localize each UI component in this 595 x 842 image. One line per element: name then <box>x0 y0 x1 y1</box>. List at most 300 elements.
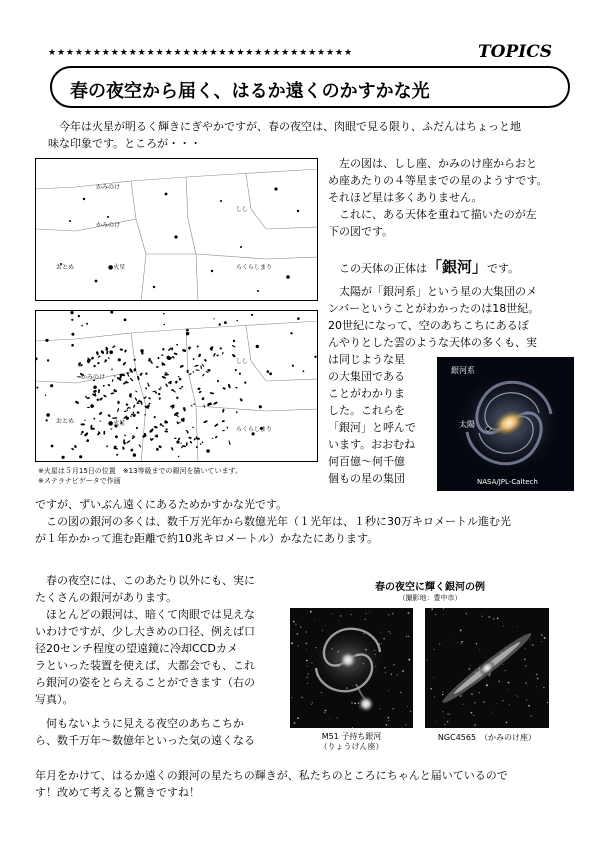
galaxy-symbol <box>297 317 300 320</box>
text-line: が１年かかって進む距離で約10兆キロメートル）かなたにあります。 <box>35 532 379 545</box>
background-star <box>479 692 480 693</box>
background-star <box>306 649 307 650</box>
galaxy-symbol <box>251 314 253 316</box>
background-star <box>408 659 410 661</box>
background-star <box>393 664 394 665</box>
galaxy-symbol <box>36 387 38 389</box>
galaxy-symbol <box>46 419 48 421</box>
galaxy-symbol <box>156 366 159 368</box>
background-star <box>509 704 510 705</box>
galaxy-symbol <box>234 369 237 372</box>
background-star <box>450 714 451 715</box>
background-star <box>442 694 443 695</box>
galaxy-symbol <box>256 345 259 348</box>
middle-paragraph <box>35 496 575 547</box>
galaxy-symbol <box>97 362 100 365</box>
galaxy-symbol <box>50 384 53 387</box>
galaxy-symbol <box>138 444 141 448</box>
galaxy-symbol <box>145 372 148 375</box>
background-star <box>405 724 406 725</box>
background-star <box>462 695 463 696</box>
galaxy-symbol <box>267 370 270 373</box>
galaxy-symbol <box>93 386 96 389</box>
galaxy-symbol <box>103 431 105 435</box>
galaxy-symbol <box>231 345 235 348</box>
galaxy-symbol <box>202 363 205 367</box>
background-star <box>463 704 464 705</box>
caption-line: （りょうけん座） <box>319 742 384 751</box>
galaxy-symbol <box>188 436 192 439</box>
galaxy-symbol <box>239 373 241 375</box>
galaxy-symbol <box>126 417 129 420</box>
galaxy-symbol <box>163 313 165 315</box>
galaxy-symbol <box>292 365 294 367</box>
galaxy-symbol <box>134 397 137 401</box>
galaxy-symbol <box>181 447 183 449</box>
galaxy-symbol <box>45 395 46 396</box>
background-star <box>531 715 532 716</box>
background-star <box>536 686 537 687</box>
background-star <box>337 717 338 718</box>
map-label-kurashi: らくらしまり <box>236 264 273 271</box>
galaxy-symbol <box>235 387 237 389</box>
background-star <box>434 649 435 650</box>
galaxy-symbol <box>124 318 127 321</box>
background-star <box>457 642 458 643</box>
background-star <box>471 665 472 666</box>
background-star <box>488 616 490 618</box>
galaxy-symbol <box>153 416 156 419</box>
galaxy-symbol <box>99 420 101 422</box>
text-line: います。おおむね <box>328 438 416 451</box>
galaxy-symbol <box>36 357 38 360</box>
galaxy-symbol <box>103 394 107 397</box>
background-star <box>443 608 444 609</box>
galaxy-symbol <box>213 353 216 357</box>
lower-left-text <box>35 572 285 749</box>
background-star <box>406 636 407 637</box>
galaxy-symbol <box>124 411 127 413</box>
galaxy-symbol <box>174 438 177 440</box>
background-star <box>503 625 504 626</box>
galaxy-symbol <box>74 445 77 449</box>
galaxy-symbol <box>144 414 146 416</box>
galaxy-symbol <box>206 449 210 453</box>
galaxy-symbol <box>197 346 199 348</box>
text-line: これに、ある天体を重ねて描いたのが左 <box>339 208 537 221</box>
intro-paragraph <box>48 118 568 152</box>
galaxy-symbol <box>177 437 180 440</box>
galaxy-symbol <box>167 356 170 358</box>
galaxy-symbol <box>244 382 246 384</box>
background-star <box>301 697 303 699</box>
background-star <box>543 687 544 688</box>
galaxy-symbol <box>133 453 136 456</box>
galaxy-symbol <box>158 397 161 400</box>
galaxy-symbol <box>210 392 215 395</box>
galaxy-symbol <box>136 402 139 404</box>
background-star <box>291 642 293 644</box>
text-line: ですが、ずいぶん遠くにあるためかすかな光です。 <box>35 498 288 511</box>
galaxy-symbol <box>90 428 95 430</box>
background-star <box>447 714 448 715</box>
text-line: 春の夜空には、このあたり以外にも、実に <box>46 574 255 587</box>
background-star <box>524 659 526 661</box>
background-star <box>379 708 380 709</box>
galaxy-symbol <box>111 368 113 370</box>
galaxy-symbol <box>183 407 187 412</box>
galaxy-symbol <box>112 379 114 382</box>
galaxy-symbol <box>186 329 189 332</box>
background-star <box>297 717 299 719</box>
right-column-text-2 <box>328 283 573 351</box>
galaxy-symbol <box>109 350 113 354</box>
galaxy-symbol <box>148 402 151 405</box>
background-star <box>506 722 508 724</box>
text-line: ほとんどの銀河は、暗くて肉眼では見えな <box>46 608 255 621</box>
galaxy-symbol <box>224 321 227 324</box>
map-note-line: ※火星は５月15日の位置 ※13等級までの銀河を描いています。 <box>38 467 242 475</box>
milky-way-image <box>437 357 574 491</box>
background-star <box>482 616 483 617</box>
text-fragment: です。 <box>487 262 520 275</box>
topics-heading: TOPICS <box>478 42 553 62</box>
galaxy-symbol <box>79 455 82 458</box>
galaxy-symbol <box>202 373 205 376</box>
galaxy-symbol <box>99 411 103 415</box>
background-star <box>391 674 392 675</box>
background-star <box>503 664 504 665</box>
emphasis-ginga: 「銀河」 <box>427 258 488 276</box>
galaxy-symbol <box>93 365 96 368</box>
background-star <box>460 695 462 697</box>
galaxy-symbol <box>222 352 224 355</box>
galaxy-symbol <box>193 438 196 441</box>
map-label-mars: ●火星 <box>108 420 126 427</box>
galaxy-symbol <box>126 403 129 405</box>
galaxy-symbol <box>98 355 101 358</box>
ngc4565-svg <box>425 608 549 728</box>
background-star <box>461 643 462 644</box>
galaxy-symbol <box>112 417 115 419</box>
background-star <box>390 633 391 634</box>
background-star <box>476 643 477 644</box>
galaxy-symbol <box>135 390 138 392</box>
background-star <box>443 614 444 615</box>
galaxy-symbol <box>155 391 157 394</box>
image-credit: NASA/JPL-Caltech <box>477 478 538 486</box>
galaxy-symbol <box>148 397 151 400</box>
galaxy-symbol <box>176 397 178 399</box>
text-line: 個もの星の集団 <box>328 472 405 485</box>
background-star <box>306 643 308 645</box>
galaxy-symbol <box>87 407 90 408</box>
background-star <box>386 724 388 726</box>
background-star <box>322 630 323 631</box>
galaxy-symbol <box>71 447 75 450</box>
galaxy-symbol <box>161 376 166 380</box>
galaxy-symbol <box>204 359 207 363</box>
galaxy-symbol <box>222 420 225 423</box>
background-star <box>488 675 490 677</box>
star-map-top <box>35 158 318 301</box>
background-star <box>402 670 404 672</box>
background-star <box>427 659 428 660</box>
background-star <box>297 633 299 635</box>
background-star <box>293 621 295 623</box>
galaxy-symbol <box>176 344 178 346</box>
text-line: ラといった装置を使えば、大都会でも、これ <box>35 659 255 672</box>
background-star <box>516 695 517 696</box>
background-star <box>321 692 322 693</box>
galaxy-symbol <box>190 405 192 407</box>
galaxy-symbol <box>192 426 194 428</box>
galaxy-symbol <box>84 420 85 421</box>
galaxy-symbol <box>181 386 184 388</box>
text-line: 何百億～何千億 <box>328 455 405 468</box>
background-star <box>447 721 449 723</box>
galaxy-symbol <box>145 387 147 389</box>
background-star <box>526 700 527 701</box>
background-star <box>444 724 445 725</box>
galaxy-symbol <box>126 440 130 444</box>
right-column-text <box>328 155 573 240</box>
galaxy-symbol <box>71 333 74 336</box>
galaxy-symbol <box>114 376 115 377</box>
text-line: 径20センチ程度の望遠鏡に冷却CCDカメ <box>35 642 238 655</box>
galaxy-symbol <box>136 427 138 430</box>
page-title: 春の夜空から届く、はるか遠くのかすかな光 <box>70 81 430 102</box>
background-star <box>393 708 394 709</box>
galaxy-symbol <box>171 356 174 359</box>
galaxy-symbol <box>107 414 111 418</box>
galaxy-symbol <box>93 418 95 420</box>
text-line: ンバーということがわかったのは18世紀。 <box>328 302 540 315</box>
galaxy-symbol <box>134 359 136 361</box>
map-note-line: ※ステラナビゲータで作画 <box>38 477 121 485</box>
galaxy-symbol <box>290 332 292 334</box>
galaxy-symbol <box>120 348 124 351</box>
galaxy-symbol <box>179 378 182 381</box>
galaxy-symbol <box>116 454 118 456</box>
text-line: ことがわかりま <box>328 387 405 400</box>
text-line: ら銀河の姿をとらえることができます（右の <box>35 676 255 689</box>
galaxy-symbol <box>136 411 139 414</box>
galaxy-symbol <box>186 332 189 335</box>
galaxy-symbol <box>178 376 180 378</box>
background-star <box>474 724 476 726</box>
galaxy-symbol <box>186 442 188 446</box>
galaxy-symbol <box>85 396 87 398</box>
background-star <box>300 626 301 627</box>
background-star <box>479 649 480 650</box>
background-star <box>434 696 435 697</box>
text-line: した。これらを <box>328 404 405 417</box>
background-star <box>410 711 411 712</box>
galaxy-symbol <box>158 393 160 395</box>
background-star <box>461 641 463 643</box>
galaxy-symbol <box>71 319 73 321</box>
galaxy-symbol <box>124 434 126 436</box>
map-label-mars: ●火星 <box>108 264 126 271</box>
background-star <box>366 613 367 614</box>
galaxy-symbol <box>203 420 208 424</box>
star-map-top-svg <box>36 159 318 301</box>
background-star <box>365 619 366 620</box>
galaxy-symbol <box>176 440 179 443</box>
text-line: 何もないように見える夜空のあちこちか <box>46 717 244 730</box>
background-star <box>541 641 542 642</box>
galaxy-symbol <box>182 349 187 353</box>
background-star <box>369 611 370 612</box>
map-label-kaminoke: かみのけ <box>96 184 121 191</box>
background-star <box>493 618 494 619</box>
right-column-text-3 <box>328 351 428 487</box>
galaxy-symbol <box>226 426 228 429</box>
background-star <box>383 638 385 640</box>
galaxy-symbol <box>237 320 238 321</box>
galaxy-symbol <box>45 339 48 342</box>
galaxy-symbol <box>128 393 132 398</box>
galaxy-symbol <box>98 389 100 393</box>
galaxy-symbol <box>71 344 74 347</box>
map-notes <box>38 466 328 486</box>
m51-svg <box>290 608 413 728</box>
map-label-kaminoke: かみのけ <box>81 374 106 381</box>
galaxy-symbol <box>171 447 174 451</box>
text-line: それほど星は多くありません。 <box>328 191 483 204</box>
background-star <box>541 634 543 636</box>
galaxy-symbol <box>137 376 140 381</box>
background-star <box>306 631 307 632</box>
intro-line: 味な印象です。ところが・・・ <box>48 137 202 150</box>
caption-line: M51 子持ち銀河 <box>321 732 382 741</box>
galaxy-symbol <box>207 369 210 372</box>
galaxy-symbol <box>193 358 195 360</box>
background-star <box>497 618 499 620</box>
galaxy-symbol <box>201 397 205 401</box>
galaxy-symbol <box>207 404 209 406</box>
background-star <box>517 626 518 627</box>
background-star <box>324 712 325 713</box>
background-star <box>388 690 389 691</box>
galaxy-symbol <box>100 350 104 355</box>
text-line: は同じような星 <box>328 353 405 366</box>
background-star <box>306 660 308 662</box>
background-star <box>505 670 506 671</box>
text-line: 「銀河」と呼んで <box>328 421 416 434</box>
galaxy-symbol <box>163 324 165 326</box>
m51-caption <box>290 732 413 752</box>
background-star <box>436 721 437 722</box>
background-star <box>340 615 342 617</box>
galaxy-symbol <box>192 371 194 374</box>
galaxy-symbol <box>165 428 168 430</box>
background-star <box>298 645 299 646</box>
galaxy-symbol <box>198 353 201 357</box>
background-star <box>547 702 548 703</box>
text-line: たくさんの銀河があります。 <box>35 591 178 604</box>
background-star <box>431 608 433 610</box>
galaxy-symbol <box>92 393 97 397</box>
background-star <box>408 636 409 637</box>
background-star <box>354 703 356 705</box>
text-fragment: この天体の正体は <box>339 262 427 275</box>
background-star <box>330 718 331 719</box>
background-star <box>508 689 509 690</box>
background-star <box>325 625 326 626</box>
text-line: 20世紀になって、空のあちこちにあるぼ <box>328 319 529 332</box>
background-star <box>307 677 308 678</box>
background-star <box>469 668 471 670</box>
galaxy-symbol <box>303 370 305 372</box>
galaxy-symbol <box>115 435 118 438</box>
background-star <box>526 682 527 683</box>
galaxy-symbol <box>133 412 135 414</box>
ngc4565-caption: NGC4565 （かみのけ座） <box>437 733 537 742</box>
galaxy-symbol <box>130 448 133 452</box>
background-star <box>536 674 538 676</box>
background-star <box>443 711 444 712</box>
galaxy-symbol <box>197 387 200 390</box>
background-star <box>431 688 432 689</box>
background-star <box>434 677 435 678</box>
galaxy-symbol <box>178 456 180 458</box>
galaxy-symbol <box>219 323 221 325</box>
background-star <box>532 644 534 646</box>
map-label-shishi: しし <box>236 358 249 365</box>
text-line: 太陽が「銀河系」という星の大集団のメ <box>339 285 537 298</box>
background-star <box>291 697 292 698</box>
background-star <box>508 682 510 684</box>
galaxy-symbol <box>51 445 54 448</box>
galaxy-symbol <box>179 365 184 369</box>
galaxy-symbol <box>164 374 169 376</box>
background-star <box>493 686 494 687</box>
galaxy-symbol <box>198 390 202 393</box>
background-star <box>471 712 473 714</box>
galaxy-symbol <box>216 354 219 357</box>
background-star <box>525 665 526 666</box>
text-line: 写真）。 <box>35 693 74 706</box>
galaxy-symbol <box>86 439 89 442</box>
background-star <box>499 681 500 682</box>
intro-line: 今年は火星が明るく輝きにぎやかですが、春の夜空は、肉眼で見る限り、ふだんはちょっと地 <box>59 120 521 133</box>
background-star <box>435 614 436 615</box>
text-line: の大集団である <box>328 370 405 383</box>
galaxy-symbol <box>130 377 134 381</box>
galaxy-symbol <box>203 404 205 408</box>
galaxy-symbol <box>122 361 126 366</box>
galaxy-symbol <box>81 325 83 327</box>
galaxy-symbol <box>122 446 125 450</box>
galaxy-symbol <box>107 357 109 360</box>
galaxy-symbol <box>81 423 85 425</box>
background-star <box>381 632 382 633</box>
sun-marker <box>486 427 490 431</box>
galaxy-symbol <box>62 456 65 459</box>
galaxy-symbol <box>84 432 89 437</box>
galaxy-symbol <box>110 428 112 429</box>
galaxy-symbol <box>222 430 225 431</box>
background-star <box>517 696 518 697</box>
background-star <box>527 685 528 686</box>
galaxy-symbol <box>165 383 168 387</box>
galaxy-symbol <box>179 388 182 390</box>
star-map-bottom-svg <box>36 311 318 462</box>
background-star <box>312 702 313 703</box>
galaxy-symbol <box>214 423 219 427</box>
